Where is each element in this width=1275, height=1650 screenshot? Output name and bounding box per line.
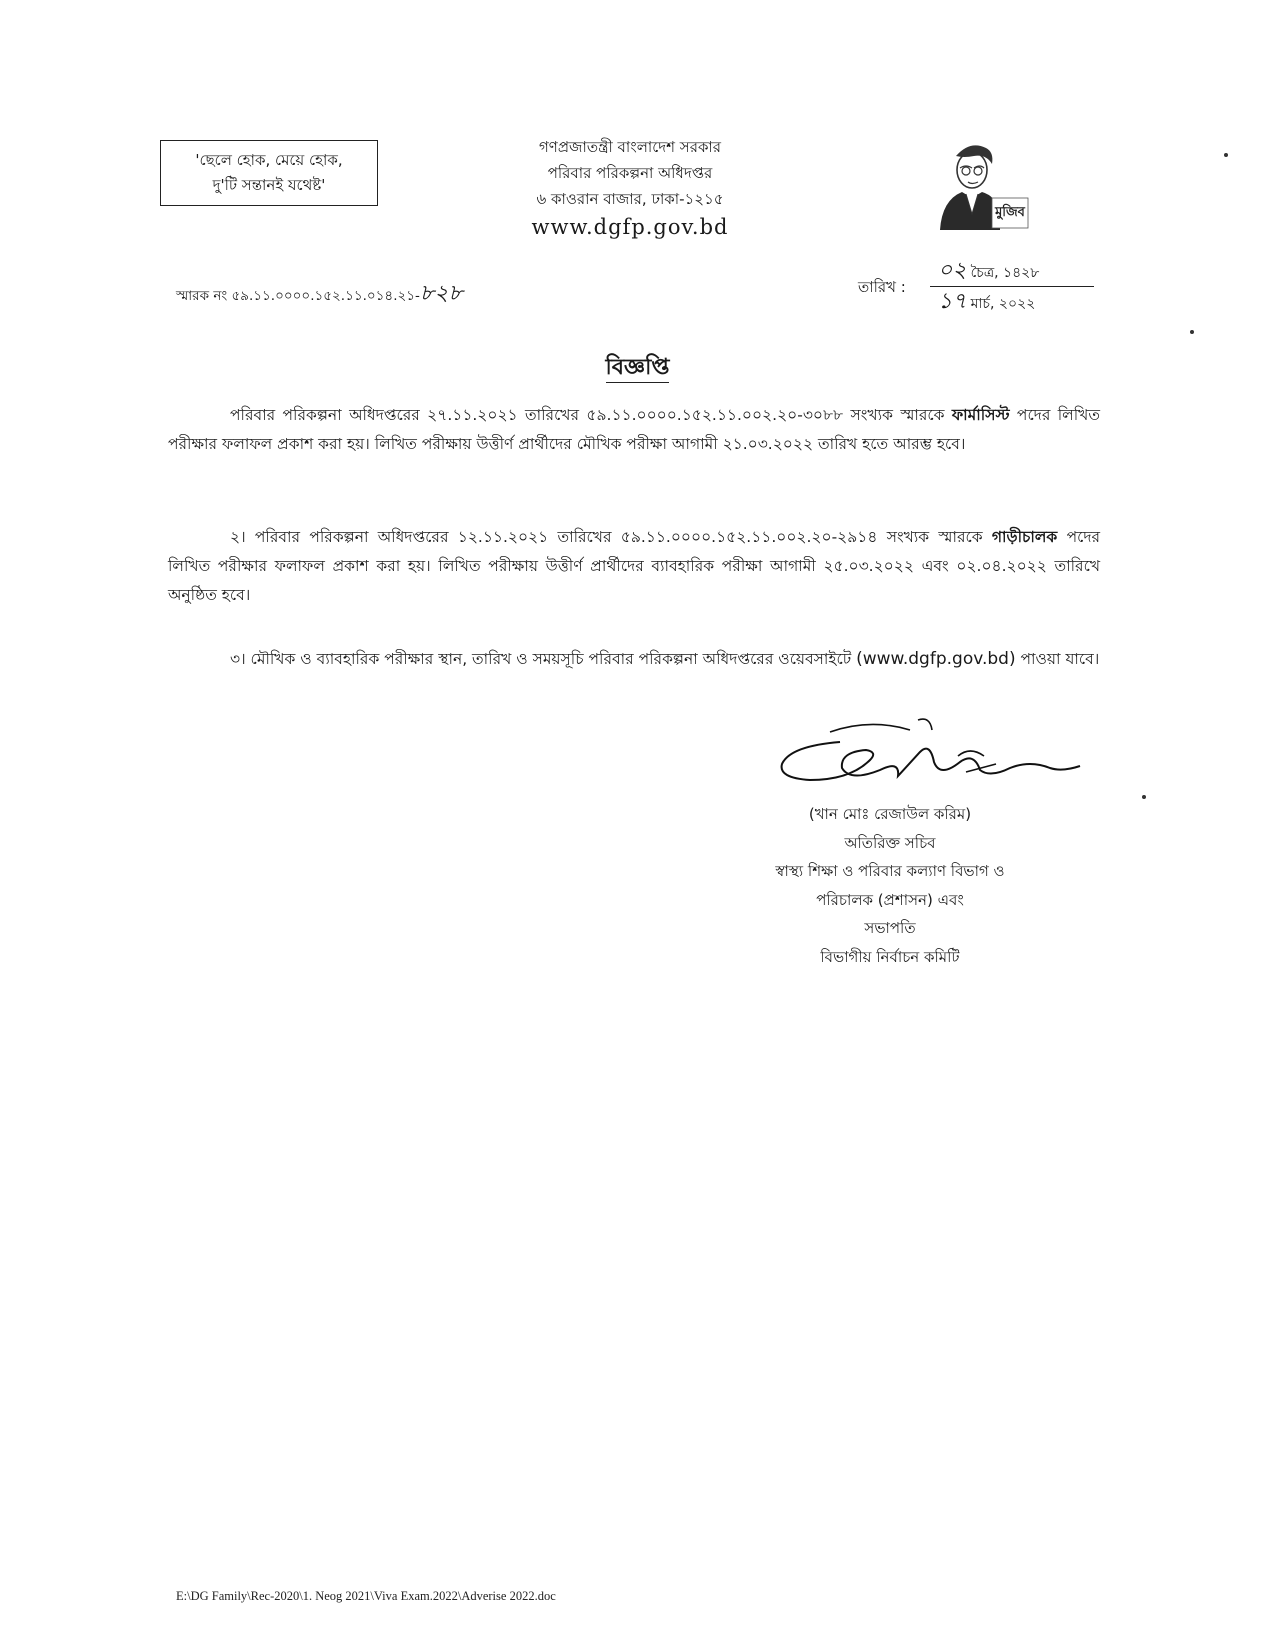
signatory-designation-2: স্বাস্থ্য শিক্ষা ও পরিবার কল্যাণ বিভাগ ও [775,862,1005,880]
footer-file-path: E:\DG Family\Rec-2020\1. Neog 2021\Viva Exam.2022\Adverise 2022.doc [176,1589,556,1603]
header-address: ৬ কাওরান বাজার, ঢাকা-১২১৫ [536,190,724,208]
scan-speck [1224,153,1228,157]
date-bangla-month-year: চৈত্র, ১৪২৮ [970,265,1040,281]
paragraph-1-text-a: পরিবার পরিকল্পনা অধিদপ্তরের ২৭.১১.২০২১ তারিখের ৫৯.১১.০০০০.১৫২.১১.০০২.২০-৩০৮৮ সংখ্যক স্মারকে [230,406,952,424]
signatory-designation-5: বিভাগীয় নির্বাচন কমিটি [820,947,960,966]
date-bangla [930,256,1094,287]
date-bangla-day: ০২ [938,258,967,283]
scan-speck [1190,330,1194,334]
signatory-block [720,800,1060,971]
date-english [930,287,1094,317]
memo-number [176,276,463,313]
header-website: www.dgfp.gov.bd [531,215,729,239]
slogan-box [160,140,378,206]
paragraph-3-text-b: পাওয়া যাবে। [1015,650,1100,668]
date-label: তারিখ : [858,278,906,296]
paragraph-3 [168,645,1100,674]
slogan-line-1: 'ছেলে হোক, মেয়ে হোক, [195,151,343,169]
date-english-day: ১৭ [938,289,967,314]
signatory-name: (খান মোঃ রেজাউল করিম) [808,805,972,823]
paragraph-2-text-a: ২। পরিবার পরিকল্পনা অধিদপ্তরের ১২.১১.২০২১ তারিখের ৫৯.১১.০০০০.১৫২.১১.০০২.২০-২৯১৪ সংখ্যক স্মারকে [230,528,992,546]
paragraph-1 [168,401,1100,459]
header-government: গণপ্রজাতন্ত্রী বাংলাদেশ সরকার [538,138,722,156]
memo-handwritten-number: ৮২৮ [419,281,463,306]
portrait-icon [926,134,1038,234]
paragraph-2-text-b: পদের লিখিত পরীক্ষার ফলাফল প্রকাশ করা হয়। লিখিত পরীক্ষায় উত্তীর্ণ প্রার্থীদের ব্যাবহারিক পরীক্ষা আগামী ২৫.০৩.২০২২ এবং ০২.০৪.২০২২ তারিখে অনুষ্ঠিত হবে। [168,528,1100,604]
date-english-month-year: মার্চ, ২০২২ [970,296,1036,312]
signature-icon [770,712,1100,800]
date-block [930,256,1094,317]
handwritten-signature [770,712,1100,800]
notice-title-text: বিজ্ঞপ্তি [606,355,670,383]
header-department: পরিবার পরিকল্পনা অধিদপ্তর [547,164,713,182]
paragraph-3-website: (www.dgfp.gov.bd) [856,649,1016,669]
notice-title [0,350,1275,387]
memo-label: স্মারক নং ৫৯.১১.০০০০.১৫২.১১.০১৪.২১- [176,288,420,304]
paragraph-2 [168,523,1100,610]
signatory-designation-1: অতিরিক্ত সচিব [844,833,936,852]
mujib-borsho-logo [926,134,1038,234]
paragraph-1-text-b: পদের লিখিত পরীক্ষার ফলাফল প্রকাশ করা হয়। লিখিত পরীক্ষায় উত্তীর্ণ প্রার্থীদের মৌখিক পরীক্ষা আগামী ২১.০৩.২০২২ তারিখ হতে আরম্ভ হবে। [168,406,1100,453]
logo-caption: মুজিব [995,205,1025,220]
signatory-designation-3: পরিচালক (প্রশাসন) এবং [816,890,964,909]
slogan-line-2: দু'টি সন্তানই যথেষ্ট' [212,176,326,194]
paragraph-2-post-driver: গাড়ীচালক [991,528,1058,546]
signatory-designation-4: সভাপতি [864,919,916,937]
scan-speck [1142,795,1146,799]
paragraph-3-text-a: ৩। মৌখিক ও ব্যাবহারিক পরীক্ষার স্থান, তারিখ ও সময়সূচি পরিবার পরিকল্পনা অধিদপ্তরের ওয়েবসাইটে [230,650,857,668]
letterhead [420,134,840,240]
paragraph-1-post-pharmacist: ফার্মাসিস্ট [951,406,1010,424]
